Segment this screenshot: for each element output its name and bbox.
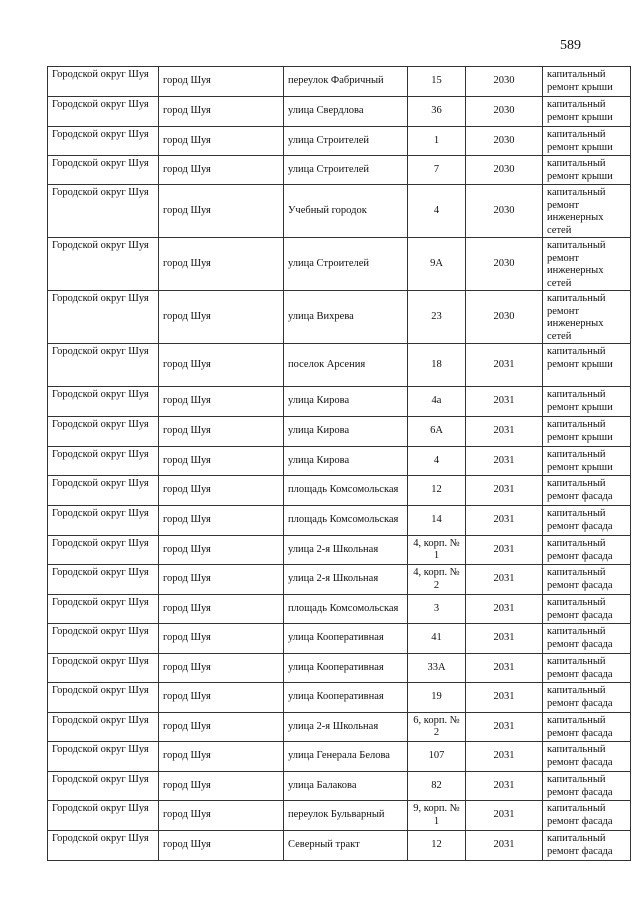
municipality-cell: Городской округ Шуя — [48, 506, 159, 536]
house-number-cell: 36 — [408, 97, 466, 127]
house-number-cell: 4а — [408, 387, 466, 417]
table-row — [48, 683, 631, 713]
year-cell: 2031 — [466, 387, 543, 417]
street-cell: улица 2-я Школьная — [284, 536, 408, 565]
settlement-cell: город Шуя — [159, 772, 284, 801]
work-type-cell: капитальный ремонт инженерных сетей — [543, 185, 631, 238]
street-cell: улица 2-я Школьная — [284, 565, 408, 595]
table-body — [48, 67, 631, 861]
settlement-cell: город Шуя — [159, 97, 284, 127]
work-type-cell: капитальный ремонт фасада — [543, 683, 631, 713]
street-cell: улица Строителей — [284, 127, 408, 156]
year-cell: 2031 — [466, 654, 543, 683]
street-cell: улица Кирова — [284, 387, 408, 417]
street-cell: переулок Бульварный — [284, 801, 408, 831]
street-cell: улица Кирова — [284, 447, 408, 476]
table-row — [48, 67, 631, 97]
year-cell: 2031 — [466, 536, 543, 565]
house-number-cell: 14 — [408, 506, 466, 536]
table-row — [48, 447, 631, 476]
year-cell: 2031 — [466, 506, 543, 536]
settlement-cell: город Шуя — [159, 447, 284, 476]
work-type-cell: капитальный ремонт инженерных сетей — [543, 291, 631, 344]
settlement-cell: город Шуя — [159, 417, 284, 447]
street-cell: улица Балакова — [284, 772, 408, 801]
work-type-cell: капитальный ремонт фасада — [543, 506, 631, 536]
street-cell: улица Кирова — [284, 417, 408, 447]
repair-schedule-table — [47, 66, 631, 861]
work-type-cell: капитальный ремонт крыши — [543, 447, 631, 476]
year-cell: 2030 — [466, 156, 543, 185]
street-cell: переулок Фабричный — [284, 67, 408, 97]
street-cell: улица Кооперативная — [284, 683, 408, 713]
street-cell: улица Вихрева — [284, 291, 408, 344]
street-cell: улица Свердлова — [284, 97, 408, 127]
table-row — [48, 654, 631, 683]
street-cell: площадь Комсомольская — [284, 595, 408, 624]
street-cell: поселок Арсения — [284, 344, 408, 387]
table-row — [48, 624, 631, 654]
work-type-cell: капитальный ремонт крыши — [543, 344, 631, 387]
table-row — [48, 97, 631, 127]
year-cell: 2031 — [466, 447, 543, 476]
house-number-cell: 23 — [408, 291, 466, 344]
house-number-cell: 1 — [408, 127, 466, 156]
work-type-cell: капитальный ремонт крыши — [543, 156, 631, 185]
work-type-cell: капитальный ремонт крыши — [543, 417, 631, 447]
table-row — [48, 742, 631, 772]
street-cell: улица Строителей — [284, 238, 408, 291]
table-row — [48, 565, 631, 595]
street-cell: площадь Комсомольская — [284, 506, 408, 536]
table-row — [48, 831, 631, 861]
table-row — [48, 387, 631, 417]
work-type-cell: капитальный ремонт фасада — [543, 831, 631, 861]
house-number-cell: 3 — [408, 595, 466, 624]
municipality-cell: Городской округ Шуя — [48, 595, 159, 624]
municipality-cell: Городской округ Шуя — [48, 624, 159, 654]
street-cell: улица Кооперативная — [284, 654, 408, 683]
work-type-cell: капитальный ремонт фасада — [543, 772, 631, 801]
table-row — [48, 713, 631, 742]
house-number-cell: 9А — [408, 238, 466, 291]
house-number-cell: 4 — [408, 185, 466, 238]
work-type-cell: капитальный ремонт фасада — [543, 713, 631, 742]
work-type-cell: капитальный ремонт фасада — [543, 476, 631, 506]
municipality-cell: Городской округ Шуя — [48, 344, 159, 387]
municipality-cell: Городской округ Шуя — [48, 713, 159, 742]
settlement-cell: город Шуя — [159, 344, 284, 387]
year-cell: 2030 — [466, 127, 543, 156]
year-cell: 2031 — [466, 344, 543, 387]
municipality-cell: Городской округ Шуя — [48, 476, 159, 506]
table-row — [48, 291, 631, 344]
house-number-cell: 12 — [408, 831, 466, 861]
table-row — [48, 801, 631, 831]
municipality-cell: Городской округ Шуя — [48, 97, 159, 127]
work-type-cell: капитальный ремонт крыши — [543, 127, 631, 156]
year-cell: 2031 — [466, 801, 543, 831]
year-cell: 2031 — [466, 772, 543, 801]
municipality-cell: Городской округ Шуя — [48, 156, 159, 185]
municipality-cell: Городской округ Шуя — [48, 683, 159, 713]
settlement-cell: город Шуя — [159, 127, 284, 156]
house-number-cell: 19 — [408, 683, 466, 713]
municipality-cell: Городской округ Шуя — [48, 387, 159, 417]
work-type-cell: капитальный ремонт инженерных сетей — [543, 238, 631, 291]
municipality-cell: Городской округ Шуя — [48, 291, 159, 344]
municipality-cell: Городской округ Шуя — [48, 831, 159, 861]
work-type-cell: капитальный ремонт фасада — [543, 565, 631, 595]
house-number-cell: 4 — [408, 447, 466, 476]
house-number-cell: 4, корп. № 1 — [408, 536, 466, 565]
table-row — [48, 476, 631, 506]
year-cell: 2031 — [466, 417, 543, 447]
work-type-cell: капитальный ремонт фасада — [543, 536, 631, 565]
house-number-cell: 33А — [408, 654, 466, 683]
table-row — [48, 238, 631, 291]
settlement-cell: город Шуя — [159, 624, 284, 654]
municipality-cell: Городской округ Шуя — [48, 742, 159, 772]
work-type-cell: капитальный ремонт крыши — [543, 97, 631, 127]
settlement-cell: город Шуя — [159, 67, 284, 97]
year-cell: 2030 — [466, 238, 543, 291]
settlement-cell: город Шуя — [159, 476, 284, 506]
municipality-cell: Городской округ Шуя — [48, 185, 159, 238]
street-cell: площадь Комсомольская — [284, 476, 408, 506]
house-number-cell: 6А — [408, 417, 466, 447]
municipality-cell: Городской округ Шуя — [48, 127, 159, 156]
year-cell: 2030 — [466, 67, 543, 97]
municipality-cell: Городской округ Шуя — [48, 238, 159, 291]
table-row — [48, 185, 631, 238]
street-cell: Учебный городок — [284, 185, 408, 238]
house-number-cell: 15 — [408, 67, 466, 97]
municipality-cell: Городской округ Шуя — [48, 801, 159, 831]
settlement-cell: город Шуя — [159, 506, 284, 536]
work-type-cell: капитальный ремонт фасада — [543, 801, 631, 831]
house-number-cell: 107 — [408, 742, 466, 772]
house-number-cell: 9, корп. № 1 — [408, 801, 466, 831]
table-row — [48, 506, 631, 536]
municipality-cell: Городской округ Шуя — [48, 417, 159, 447]
municipality-cell: Городской округ Шуя — [48, 447, 159, 476]
work-type-cell: капитальный ремонт крыши — [543, 67, 631, 97]
table-row — [48, 536, 631, 565]
street-cell: улица Строителей — [284, 156, 408, 185]
house-number-cell: 4, корп. № 2 — [408, 565, 466, 595]
house-number-cell: 12 — [408, 476, 466, 506]
house-number-cell: 7 — [408, 156, 466, 185]
municipality-cell: Городской округ Шуя — [48, 67, 159, 97]
year-cell: 2031 — [466, 831, 543, 861]
house-number-cell: 82 — [408, 772, 466, 801]
year-cell: 2031 — [466, 565, 543, 595]
settlement-cell: город Шуя — [159, 387, 284, 417]
street-cell: улица Кооперативная — [284, 624, 408, 654]
settlement-cell: город Шуя — [159, 595, 284, 624]
year-cell: 2030 — [466, 291, 543, 344]
settlement-cell: город Шуя — [159, 713, 284, 742]
table-row — [48, 595, 631, 624]
settlement-cell: город Шуя — [159, 801, 284, 831]
settlement-cell: город Шуя — [159, 742, 284, 772]
settlement-cell: город Шуя — [159, 238, 284, 291]
municipality-cell: Городской округ Шуя — [48, 772, 159, 801]
work-type-cell: капитальный ремонт фасада — [543, 654, 631, 683]
house-number-cell: 18 — [408, 344, 466, 387]
table-row — [48, 417, 631, 447]
table-row — [48, 127, 631, 156]
year-cell: 2031 — [466, 476, 543, 506]
settlement-cell: город Шуя — [159, 654, 284, 683]
year-cell: 2030 — [466, 185, 543, 238]
house-number-cell: 6, корп. № 2 — [408, 713, 466, 742]
work-type-cell: капитальный ремонт фасада — [543, 742, 631, 772]
page-number: 589 — [560, 38, 581, 53]
settlement-cell: город Шуя — [159, 291, 284, 344]
year-cell: 2031 — [466, 624, 543, 654]
work-type-cell: капитальный ремонт фасада — [543, 624, 631, 654]
table-row — [48, 772, 631, 801]
settlement-cell: город Шуя — [159, 156, 284, 185]
year-cell: 2031 — [466, 713, 543, 742]
street-cell: Северный тракт — [284, 831, 408, 861]
settlement-cell: город Шуя — [159, 831, 284, 861]
work-type-cell: капитальный ремонт фасада — [543, 595, 631, 624]
year-cell: 2030 — [466, 97, 543, 127]
municipality-cell: Городской округ Шуя — [48, 536, 159, 565]
table-row — [48, 344, 631, 387]
settlement-cell: город Шуя — [159, 536, 284, 565]
street-cell: улица 2-я Школьная — [284, 713, 408, 742]
table-row — [48, 156, 631, 185]
year-cell: 2031 — [466, 742, 543, 772]
settlement-cell: город Шуя — [159, 683, 284, 713]
settlement-cell: город Шуя — [159, 565, 284, 595]
settlement-cell: город Шуя — [159, 185, 284, 238]
house-number-cell: 41 — [408, 624, 466, 654]
municipality-cell: Городской округ Шуя — [48, 654, 159, 683]
year-cell: 2031 — [466, 595, 543, 624]
work-type-cell: капитальный ремонт крыши — [543, 387, 631, 417]
year-cell: 2031 — [466, 683, 543, 713]
street-cell: улица Генерала Белова — [284, 742, 408, 772]
municipality-cell: Городской округ Шуя — [48, 565, 159, 595]
